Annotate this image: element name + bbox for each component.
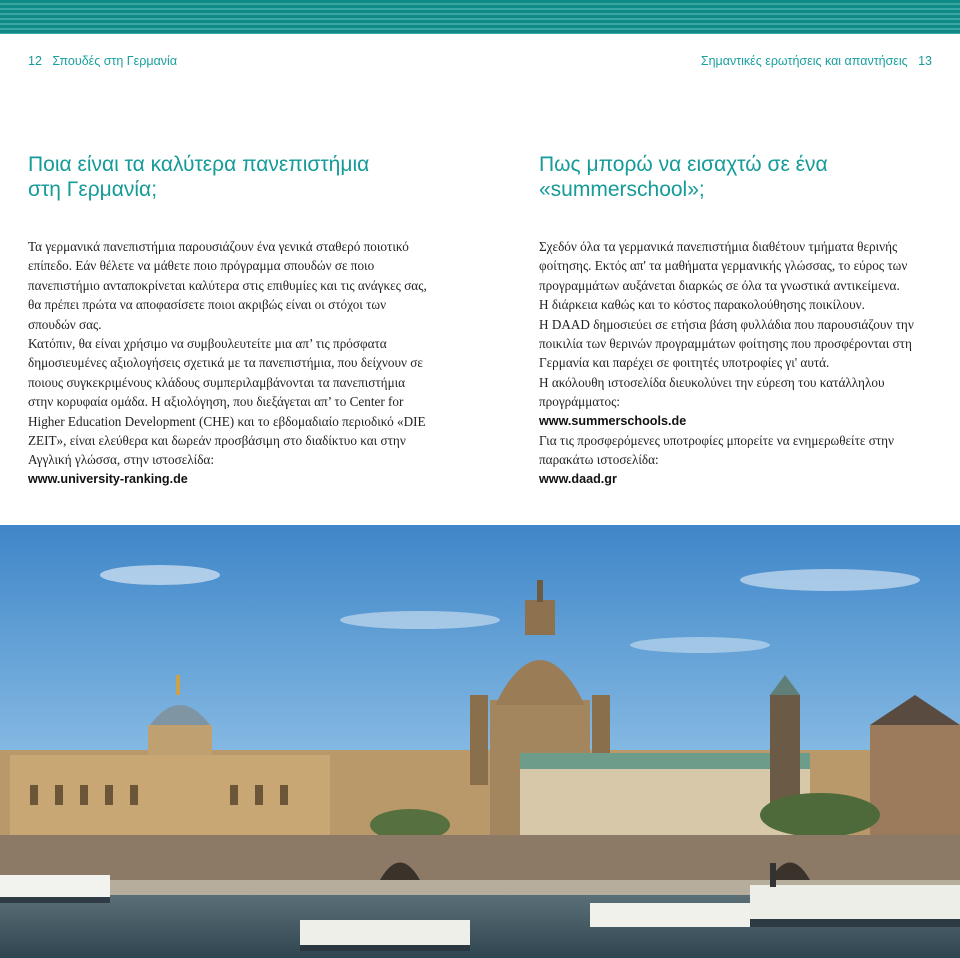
paragraph: Η διάρκεια καθώς και το κόστος παρακολούθησης ποικίλουν. [539,297,865,313]
running-title-left: Σπουδές στη Γερμανία [52,54,178,68]
heading-line-1: Ποια είναι τα καλύτερα πανεπιστήμια [28,153,370,176]
link-university-ranking[interactable]: www.university-ranking.de [28,471,188,486]
paragraph: Τα γερμανικά πανεπιστήμια παρουσιάζουν ένα γενικά σταθερό ποιοτικό επίπεδο. Εάν θέλετε να μάθετε ποιο πρόγραμμα σπουδών σε ποιο πανεπιστήμιο ανταποκρίνεται καλύτερα στις επιθυμίες και τις ανάγκες σας, θα πρέπει πρώτα να αποφασίσετε ποιοι ακριβώς είναι οι στόχοι των σπουδών σας. [28,239,427,332]
running-title-right: Σημαντικές ερωτήσεις και απαντήσεις [700,54,908,68]
heading-line-2: «summerschool»; [539,178,705,201]
paragraph: Σχεδόν όλα τα γερμανικά πανεπιστήμια διαθέτουν τμήματα θερινής φοίτησης. Εκτός απ' τα μαθήματα γερμανικής γλώσσας, το εύρος των προγραμμάτων αυξάνεται διαρκώς σε όλα τα γνωστικά αντικείμενα. [539,239,908,293]
page-number-right: 13 [918,54,932,68]
top-decorative-band [0,0,960,34]
section-heading-summerschool [539,152,939,202]
section-heading-best-universities [28,152,448,202]
paragraph: Για τις προσφερόμενες υποτροφίες μπορείτε να ενημερωθείτε στην παρακάτω ιστοσελίδα: [539,433,895,468]
heading-line-1: Πως μπορώ να εισαχτώ σε ένα [539,153,828,176]
dresden-skyline-photo [0,525,960,958]
right-column-body [539,237,939,489]
paragraph: Η DAAD δημοσιεύει σε ετήσια βάση φυλλάδια που παρουσιάζουν την ποικιλία των θερινών προγραμμάτων φοίτησης που προσφέρονται στη Γερμανία και παρέχει σε φοιτητές υποτροφίες γι' αυτά. [539,316,914,371]
link-summerschools[interactable]: www.summerschools.de [539,413,687,428]
link-daad[interactable]: www.daad.gr [539,471,617,486]
running-header-right [701,54,932,68]
paragraph: Κατόπιν, θα είναι χρήσιμο να συμβουλευτείτε μια απ’ τις πρόσφατα δημοσιευμένες αξιολογήσεις σχετικά με τα πανεπιστήμια, που δείχνουν σε ποιους συγκεκριμένους κλάδους συμπεριλαμβάνονται τα πανεπιστήμια στην κορυφαία ομάδα. Η αξιολόγηση, που διεξάγεται απ’ το Center for Higher Education Development (CHE) και το εβδομαδιαίο περιοδικό «DIE ZEIT», είναι ελεύθερα και δωρεάν προσβάσιμη στο διαδίκτυο και στην Αγγλική γλώσσα, στην ιστοσελίδα: [28,336,426,468]
left-column-body [28,237,428,489]
page-number-left: 12 [28,54,42,68]
running-header-left [28,54,177,68]
heading-line-2: στη Γερμανία; [28,178,158,201]
paragraph: Η ακόλουθη ιστοσελίδα διευκολύνει την εύρεση του κατάλληλου προγράμματος: [539,374,885,410]
skyline-illustration [0,525,960,958]
